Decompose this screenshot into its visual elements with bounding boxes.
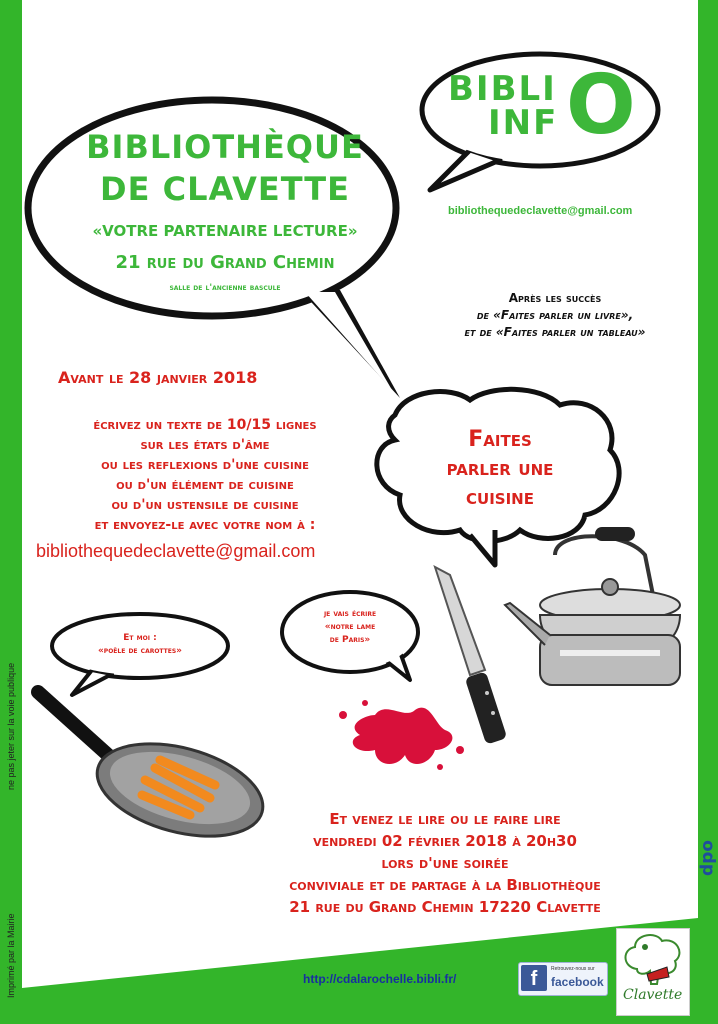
biblio-line1: BIBLI	[448, 69, 557, 109]
success-line3: et de «Faites parler un tableau»	[464, 325, 646, 339]
instruction-line: ou d'un élément de cuisine	[116, 477, 294, 493]
carrots-line1: Et moi :	[123, 633, 157, 643]
clavette-logo	[616, 928, 690, 1016]
biblio-info-logo	[448, 69, 559, 143]
knife-line1: je vais écrire	[323, 609, 377, 619]
footer-url-link[interactable]: http://cdalarochelle.bibli.fr/	[303, 972, 457, 986]
facebook-icon: f	[521, 965, 547, 991]
instruction-line: et envoyez-le avec votre nom à :	[94, 517, 316, 533]
vertical-notice-bottom: Imprimé par la Mairie	[6, 913, 16, 998]
main-bubble-content	[40, 128, 410, 293]
event-block	[210, 808, 680, 918]
cloud-line3: cuisine	[466, 485, 534, 510]
tree-icon	[617, 929, 689, 989]
facebook-button[interactable]	[518, 962, 608, 996]
cloud-line1: Faites	[468, 427, 532, 452]
carrots-bubble-text	[60, 632, 220, 658]
success-line2: de «Faites parler un livre»,	[476, 308, 634, 322]
instruction-line: ou d'un ustensile de cuisine	[111, 497, 299, 513]
hall-line: salle de l'ancienne bascule	[169, 283, 281, 293]
cloud-line2: parler une	[446, 456, 554, 481]
instruction-line: écrivez un texte de 10/15 lignes	[93, 417, 317, 433]
event-line: 21 rue du Grand Chemin 17220 Clavette	[289, 898, 601, 916]
event-line: vendredi 02 février 2018 à 20h30	[313, 832, 577, 850]
knife-line2: «notre lame	[324, 622, 376, 632]
biblio-o-letter: O	[566, 58, 636, 153]
red-splash	[335, 695, 470, 775]
facebook-small-text: Retrouvez-nous sur	[551, 966, 595, 972]
instruction-line: sur les états d'âme	[140, 437, 270, 453]
event-line: Et venez le lire ou le faire lire	[329, 810, 561, 828]
top-email-link[interactable]: bibliothequedeclavette@gmail.com	[448, 205, 633, 217]
event-line: conviviale et de partage à la Bibliothèque	[289, 876, 601, 894]
success-block	[420, 290, 690, 341]
main-email-link[interactable]: bibliothequedeclavette@gmail.com	[36, 541, 316, 561]
address-line: 21 rue du Grand Chemin	[115, 252, 335, 273]
biblio-line2: INF	[488, 103, 559, 143]
cloud-text	[400, 425, 600, 512]
knife-line3: de Paris»	[329, 635, 371, 645]
title-line1: BIBLIOTHÈQUE	[86, 128, 364, 166]
event-line: lors d'une soirée	[381, 854, 509, 872]
carrots-line2: «poêle de carottes»	[97, 646, 182, 656]
tagline: «VOTRE PARTENAIRE LECTURE»	[92, 222, 358, 240]
deadline: Avant le 28 janvier 2018	[58, 368, 258, 387]
clavette-logo-text: Clavette	[623, 987, 683, 1003]
success-line1: Après les succès	[508, 291, 602, 305]
odp-logo: odp	[698, 840, 718, 877]
facebook-label: facebook	[551, 975, 604, 989]
vertical-notice-top: ne pas jeter sur la voie publique	[6, 662, 16, 790]
instruction-line: ou les reflexions d'une cuisine	[101, 457, 309, 473]
instructions-block	[40, 415, 370, 535]
kettle-illustration	[500, 525, 690, 705]
knife-bubble-text	[290, 608, 410, 647]
title-line2: DE CLAVETTE	[100, 170, 350, 208]
